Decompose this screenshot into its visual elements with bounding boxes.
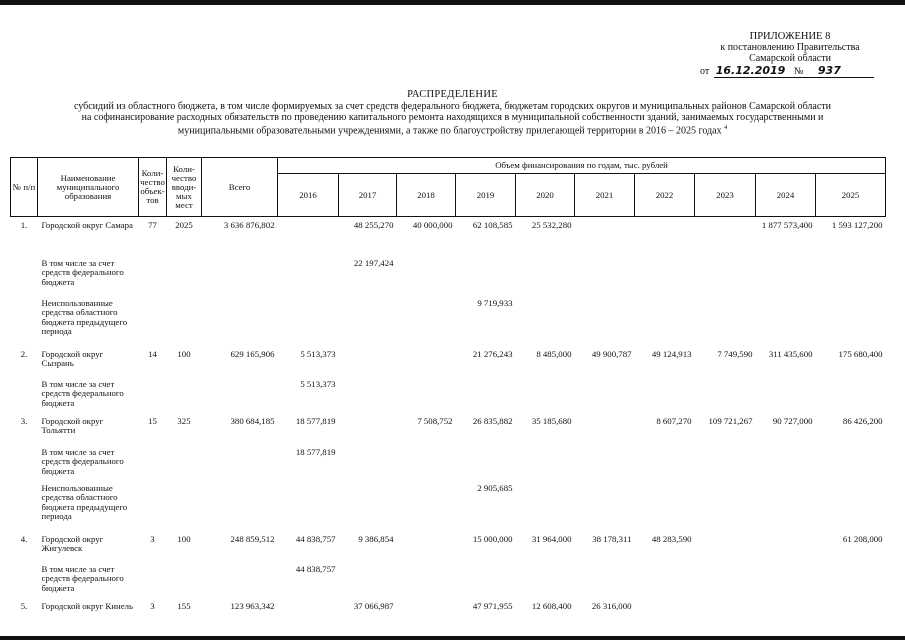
table-subrow bbox=[11, 257, 886, 297]
heading-line-1: субсидий из областного бюджета, в том числе формируемых за счет средств федерального бюджета, бюджетам городских округов и муниципальных районов Самарской области bbox=[73, 101, 832, 112]
cell-year-value bbox=[339, 446, 397, 482]
cell-objects bbox=[139, 563, 167, 599]
scan-bottom-border bbox=[0, 636, 905, 640]
cell-year-value bbox=[397, 563, 456, 599]
table-subrow bbox=[11, 482, 886, 532]
header-funding-group: Объем финансирования по годам, тыс. рублей bbox=[278, 158, 886, 174]
cell-year-value bbox=[756, 532, 816, 563]
cell-name: В том числе за счет средств федерального бюджета bbox=[41, 446, 124, 476]
cell-year-value: 48 283,590 bbox=[651, 533, 692, 544]
footnote-mark: 4 bbox=[724, 125, 728, 131]
cell-year-value: 49 900,787 bbox=[591, 348, 632, 359]
cell-year-value bbox=[695, 482, 756, 532]
cell-year-value bbox=[397, 257, 456, 297]
appendix-line-2: к постановлению Правительства bbox=[720, 42, 860, 53]
cell-places: 2025 bbox=[175, 220, 193, 230]
cell-year-value bbox=[397, 347, 456, 378]
header-year: 2024 bbox=[756, 174, 816, 217]
cell-year-value: 1 877 573,400 bbox=[761, 220, 813, 230]
cell-total bbox=[202, 563, 278, 599]
cell-objects: 3 bbox=[150, 533, 155, 544]
table-subrow bbox=[11, 378, 886, 414]
cell-total: 380 684,185 bbox=[230, 415, 275, 426]
header-places: Коли-чество вводи-мых мест bbox=[167, 158, 202, 217]
cell-year-value bbox=[695, 378, 756, 414]
header-name: Наименование муниципального образования bbox=[38, 158, 139, 217]
cell-year-value bbox=[397, 378, 456, 414]
cell-year-value: 7 508,752 bbox=[417, 415, 453, 426]
cell-year-value bbox=[816, 599, 886, 623]
cell-objects: 3 bbox=[150, 600, 155, 611]
cell-year-value bbox=[816, 446, 886, 482]
cell-year-value bbox=[397, 482, 456, 532]
cell-year-value: 86 426,200 bbox=[842, 415, 883, 426]
cell-year-value bbox=[575, 446, 635, 482]
cell-year-value bbox=[756, 378, 816, 414]
cell-objects: 14 bbox=[148, 348, 157, 359]
scan-top-border bbox=[0, 0, 905, 5]
cell-year-value bbox=[816, 563, 886, 599]
cell-year-value bbox=[816, 297, 886, 347]
cell-year-value bbox=[278, 297, 339, 347]
cell-year-value: 31 964,000 bbox=[531, 533, 572, 544]
cell-year-value bbox=[339, 347, 397, 378]
appendix-date-line bbox=[700, 65, 880, 77]
cell-num: 4. bbox=[20, 533, 28, 544]
cell-name: В том числе за счет средств федерального бюджета bbox=[41, 378, 124, 408]
table-row bbox=[11, 347, 886, 378]
cell-year-value: 21 276,243 bbox=[472, 348, 513, 359]
cell-year-value bbox=[756, 563, 816, 599]
cell-total bbox=[202, 446, 278, 482]
cell-year-value: 7 749,590 bbox=[717, 348, 753, 359]
cell-year-value: 12 608,400 bbox=[531, 600, 572, 611]
cell-year-value bbox=[816, 257, 886, 297]
cell-year-value: 38 178,311 bbox=[592, 533, 632, 544]
cell-year-value bbox=[278, 257, 339, 297]
cell-total bbox=[202, 297, 278, 347]
cell-year-value: 18 577,819 bbox=[295, 415, 336, 426]
cell-objects bbox=[139, 482, 167, 532]
cell-year-value bbox=[575, 414, 635, 446]
cell-year-value bbox=[516, 446, 575, 482]
cell-name: Городской округ Самара bbox=[41, 220, 133, 230]
cell-year-value bbox=[635, 217, 695, 257]
cell-year-value bbox=[516, 563, 575, 599]
cell-num: 5. bbox=[20, 600, 28, 611]
cell-objects bbox=[139, 378, 167, 414]
cell-places bbox=[167, 378, 202, 414]
cell-year-value: 175 680,400 bbox=[838, 348, 883, 359]
cell-year-value bbox=[756, 599, 816, 623]
date-underline bbox=[714, 77, 874, 78]
cell-year-value: 40 000,000 bbox=[412, 220, 453, 230]
cell-year-value: 26 835,882 bbox=[472, 415, 513, 426]
cell-year-value: 49 124,913 bbox=[651, 348, 692, 359]
distribution-table bbox=[10, 157, 886, 623]
cell-year-value bbox=[339, 378, 397, 414]
cell-year-value: 311 435,600 bbox=[768, 348, 813, 359]
header-year: 2025 bbox=[816, 174, 886, 217]
cell-num bbox=[11, 378, 38, 414]
cell-year-value bbox=[575, 217, 635, 257]
cell-year-value bbox=[516, 257, 575, 297]
cell-places bbox=[167, 482, 202, 532]
cell-year-value: 44 838,757 bbox=[295, 563, 336, 574]
header-total: Всего bbox=[202, 158, 278, 217]
cell-year-value bbox=[456, 257, 516, 297]
cell-total: 3 636 876,802 bbox=[223, 220, 275, 230]
cell-objects: 77 bbox=[148, 220, 157, 230]
table-subrow bbox=[11, 297, 886, 347]
cell-year-value bbox=[635, 297, 695, 347]
cell-year-value bbox=[695, 532, 756, 563]
cell-year-value bbox=[635, 599, 695, 623]
cell-year-value bbox=[397, 532, 456, 563]
cell-num bbox=[11, 482, 38, 532]
cell-year-value: 9 719,933 bbox=[477, 297, 513, 308]
heading-line-3-text: муниципальными образовательными учреждениями, а также по благоустройству прилегающей территории в 2016 – 2025 годах bbox=[177, 125, 722, 137]
cell-objects bbox=[139, 257, 167, 297]
cell-year-value bbox=[635, 482, 695, 532]
cell-year-value bbox=[339, 482, 397, 532]
cell-year-value: 47 971,955 bbox=[472, 600, 513, 611]
cell-year-value bbox=[756, 297, 816, 347]
cell-year-value: 37 066,987 bbox=[353, 600, 394, 611]
cell-year-value bbox=[397, 599, 456, 623]
cell-objects: 15 bbox=[148, 415, 157, 426]
heading-line-2: на софинансирование расходных обязательств по проведению капитального ремонта находящихся в муниципальной собственности зданий, занимаемых государственными и bbox=[81, 112, 824, 123]
cell-num: 3. bbox=[20, 415, 28, 426]
cell-name: Городской округ Тольятти bbox=[41, 415, 104, 436]
cell-year-value: 109 721,267 bbox=[708, 415, 753, 426]
cell-year-value bbox=[695, 446, 756, 482]
cell-year-value bbox=[635, 446, 695, 482]
cell-name: Городской округ Сызрань bbox=[41, 348, 104, 369]
table-row bbox=[11, 532, 886, 563]
cell-year-value bbox=[339, 414, 397, 446]
cell-num: 2. bbox=[20, 348, 28, 359]
cell-year-value bbox=[695, 257, 756, 297]
date-prefix: от bbox=[700, 66, 710, 77]
cell-objects bbox=[139, 297, 167, 347]
cell-year-value: 22 197,424 bbox=[353, 257, 394, 268]
cell-places bbox=[167, 297, 202, 347]
cell-year-value bbox=[695, 217, 756, 257]
cell-year-value bbox=[695, 599, 756, 623]
header-year: 2018 bbox=[397, 174, 456, 217]
cell-year-value bbox=[635, 378, 695, 414]
cell-year-value bbox=[695, 297, 756, 347]
cell-year-value bbox=[456, 378, 516, 414]
appendix-line-3: Самарской области bbox=[749, 53, 831, 64]
header-num: № п/п bbox=[11, 158, 38, 217]
cell-year-value bbox=[456, 446, 516, 482]
cell-year-value bbox=[756, 257, 816, 297]
cell-year-value bbox=[397, 297, 456, 347]
cell-year-value: 15 000,000 bbox=[472, 533, 513, 544]
appendix-block bbox=[700, 31, 880, 77]
cell-year-value: 8 485,000 bbox=[536, 348, 572, 359]
cell-year-value: 25 532,280 bbox=[531, 220, 572, 230]
cell-objects bbox=[139, 446, 167, 482]
cell-year-value bbox=[816, 482, 886, 532]
header-year: 2023 bbox=[695, 174, 756, 217]
cell-year-value: 44 838,757 bbox=[295, 533, 336, 544]
table-row bbox=[11, 599, 886, 623]
cell-total bbox=[202, 257, 278, 297]
cell-year-value bbox=[456, 563, 516, 599]
cell-year-value bbox=[575, 563, 635, 599]
cell-year-value bbox=[516, 378, 575, 414]
header-year: 2020 bbox=[516, 174, 575, 217]
cell-year-value bbox=[575, 482, 635, 532]
cell-year-value: 61 208,000 bbox=[842, 533, 883, 544]
document-heading bbox=[20, 89, 885, 136]
cell-year-value: 18 577,819 bbox=[295, 446, 336, 457]
cell-total bbox=[202, 378, 278, 414]
appendix-title: ПРИЛОЖЕНИЕ 8 bbox=[749, 31, 831, 42]
cell-year-value: 35 185,680 bbox=[531, 415, 572, 426]
cell-year-value: 8 607,270 bbox=[656, 415, 692, 426]
cell-year-value: 26 316,000 bbox=[591, 600, 632, 611]
cell-year-value bbox=[575, 257, 635, 297]
cell-num bbox=[11, 297, 38, 347]
cell-year-value: 90 727,000 bbox=[772, 415, 813, 426]
table-subrow bbox=[11, 563, 886, 599]
table-subrow bbox=[11, 446, 886, 482]
number-label: № bbox=[793, 66, 804, 77]
cell-year-value bbox=[516, 482, 575, 532]
cell-num bbox=[11, 563, 38, 599]
cell-name: Неиспользованные средства областного бюджета предыдущего периода bbox=[41, 297, 128, 337]
cell-places bbox=[167, 257, 202, 297]
cell-year-value bbox=[397, 446, 456, 482]
cell-year-value bbox=[278, 482, 339, 532]
cell-name: Городской округ Кинель bbox=[41, 600, 134, 611]
cell-total bbox=[202, 482, 278, 532]
cell-year-value bbox=[575, 297, 635, 347]
cell-name: В том числе за счет средств федерального бюджета bbox=[41, 563, 124, 593]
handwritten-number: 937 bbox=[817, 64, 841, 77]
header-year: 2022 bbox=[635, 174, 695, 217]
cell-year-value: 2 905,685 bbox=[477, 482, 513, 493]
header-year: 2021 bbox=[575, 174, 635, 217]
cell-year-value: 9 386,854 bbox=[358, 533, 394, 544]
cell-year-value bbox=[756, 482, 816, 532]
cell-year-value: 1 593 127,200 bbox=[831, 220, 883, 230]
cell-year-value bbox=[695, 563, 756, 599]
cell-name: Городской округ Жигулевск bbox=[41, 533, 104, 554]
cell-num bbox=[11, 446, 38, 482]
cell-year-value: 5 513,373 bbox=[300, 348, 336, 359]
cell-places: 100 bbox=[177, 533, 191, 544]
cell-places bbox=[167, 563, 202, 599]
cell-year-value: 5 513,373 bbox=[300, 378, 336, 389]
cell-year-value bbox=[575, 378, 635, 414]
handwritten-date: 16.12.2019 bbox=[715, 64, 786, 77]
cell-num bbox=[11, 257, 38, 297]
cell-name: В том числе за счет средств федерального бюджета bbox=[41, 257, 124, 287]
cell-year-value bbox=[339, 297, 397, 347]
heading-line-3 bbox=[20, 123, 885, 136]
cell-year-value bbox=[278, 217, 339, 257]
cell-places: 325 bbox=[177, 415, 191, 426]
cell-year-value bbox=[816, 378, 886, 414]
cell-year-value bbox=[278, 599, 339, 623]
cell-year-value: 48 255,270 bbox=[353, 220, 394, 230]
cell-year-value bbox=[756, 446, 816, 482]
cell-places bbox=[167, 446, 202, 482]
cell-year-value: 62 108,585 bbox=[472, 220, 513, 230]
cell-total: 248 859,512 bbox=[230, 533, 275, 544]
cell-places: 100 bbox=[177, 348, 191, 359]
cell-year-value bbox=[516, 297, 575, 347]
cell-name: Неиспользованные средства областного бюджета предыдущего периода bbox=[41, 482, 128, 522]
cell-total: 629 165,906 bbox=[230, 348, 275, 359]
cell-year-value bbox=[339, 563, 397, 599]
header-year: 2016 bbox=[278, 174, 339, 217]
cell-places: 155 bbox=[177, 600, 191, 611]
table-row bbox=[11, 414, 886, 446]
cell-year-value bbox=[635, 257, 695, 297]
header-year: 2019 bbox=[456, 174, 516, 217]
cell-total: 123 963,342 bbox=[230, 600, 275, 611]
table-row bbox=[11, 217, 886, 257]
document-title: РАСПРЕДЕЛЕНИЕ bbox=[407, 89, 498, 100]
header-year: 2017 bbox=[339, 174, 397, 217]
header-objects: Коли-чество объек-тов bbox=[139, 158, 167, 217]
cell-num: 1. bbox=[20, 220, 28, 230]
cell-year-value bbox=[635, 563, 695, 599]
